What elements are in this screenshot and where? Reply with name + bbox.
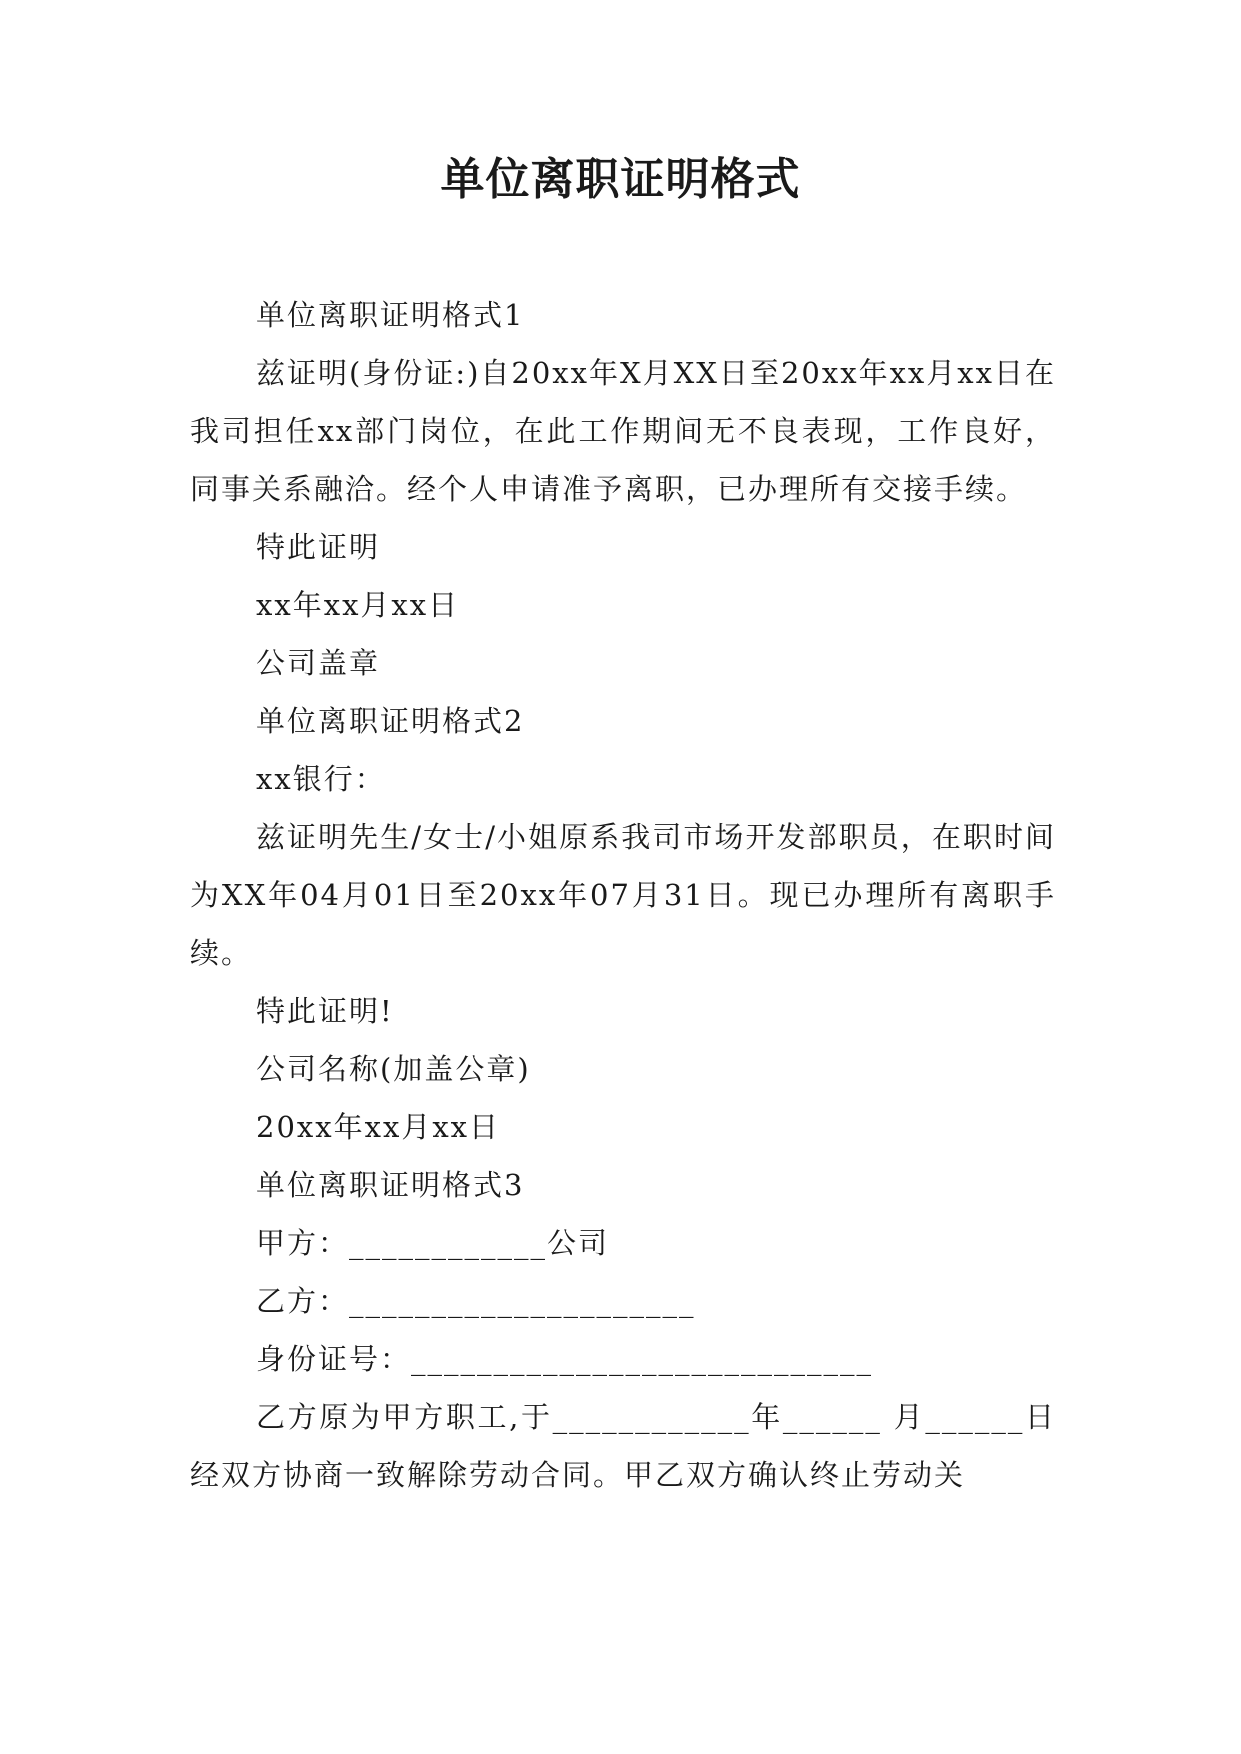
document-title: 单位离职证明格式 xyxy=(440,154,801,205)
paragraph-certificate-1: 兹证明(身份证:)自20xx年X月XX日至20xx年xx月xx日在我司担任xx部门岗位，在此工作期间无不良表现，工作良好，同事关系融洽。经个人申请准予离职，已办理所有交接手续。 xyxy=(190,356,1056,506)
paragraph-hereby-certify-1: 特此证明 xyxy=(256,530,381,564)
section-heading-3: 单位离职证明格式3 xyxy=(256,1168,525,1202)
paragraph-date-2: 20xx年xx月xx日 xyxy=(256,1110,501,1144)
paragraph-hereby-certify-2: 特此证明! xyxy=(256,994,394,1028)
paragraph-company-seal-1: 公司盖章 xyxy=(256,646,381,680)
paragraph-certificate-2: 兹证明先生/女士/小姐原系我司市场开发部职员，在职时间为XX年04月01日至20xx年07月31日。现已办理所有离职手续。 xyxy=(190,820,1056,970)
paragraph-company-name-2: 公司名称(加盖公章) xyxy=(256,1052,531,1086)
paragraph-termination: 乙方原为甲方职工,于____________年______ 月______日经双方协商一致解除劳动合同。甲乙双方确认终止劳动关 xyxy=(190,1400,1056,1492)
paragraph-addressee-2: xx银行： xyxy=(256,762,386,796)
paragraph-date-1: xx年xx月xx日 xyxy=(256,588,460,622)
paragraph-party-a: 甲方：____________公司 xyxy=(256,1226,610,1260)
paragraph-id-number: 身份证号：____________________________ xyxy=(256,1342,874,1376)
section-heading-2: 单位离职证明格式2 xyxy=(256,704,525,738)
section-heading-1: 单位离职证明格式1 xyxy=(256,298,525,332)
paragraph-party-b: 乙方：_____________________ xyxy=(256,1284,696,1318)
document-body xyxy=(190,286,1056,1504)
